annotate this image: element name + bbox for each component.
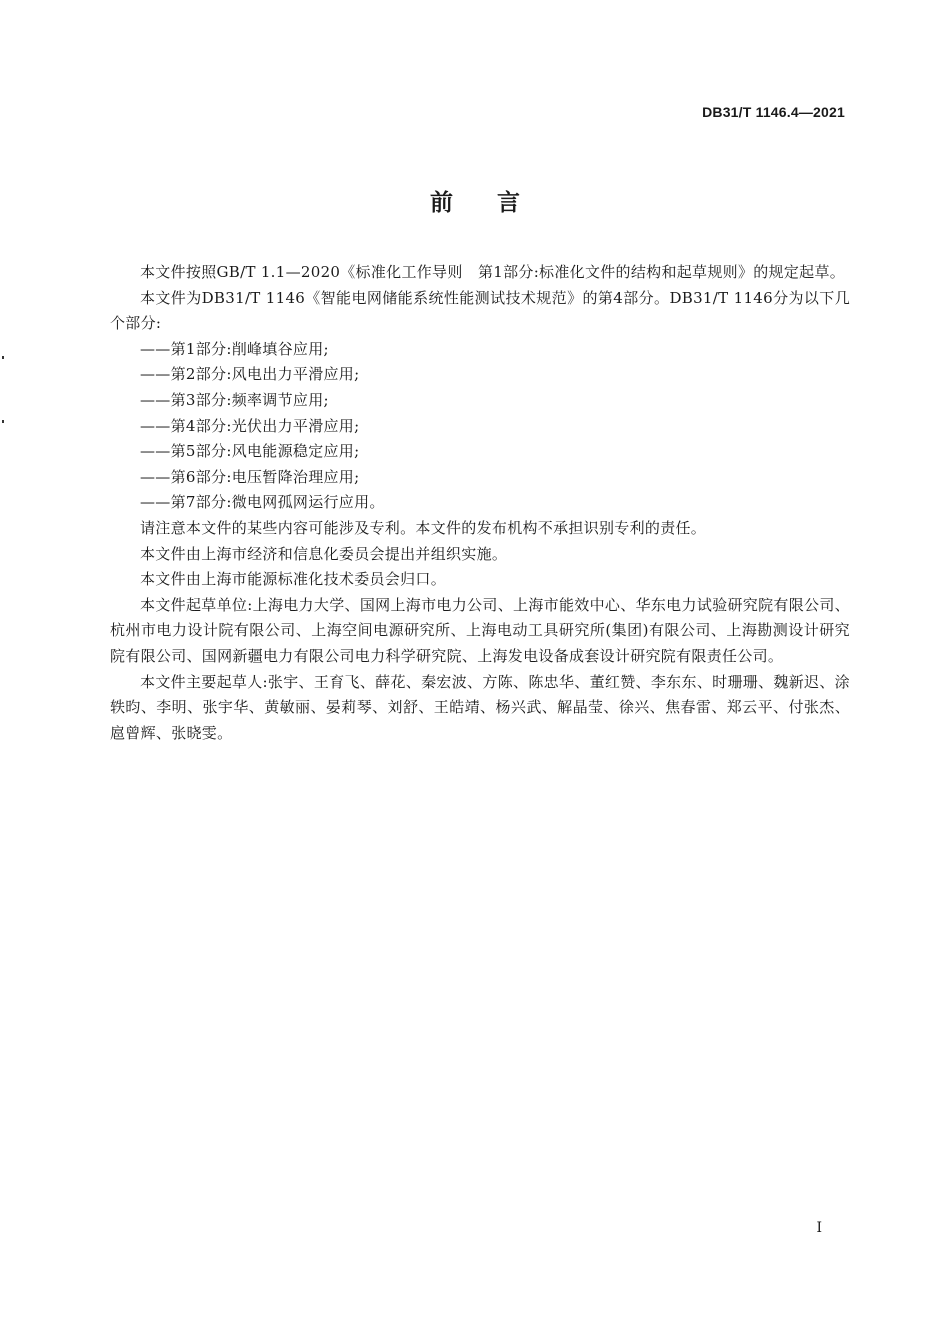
parts-list bbox=[110, 337, 850, 516]
page-title: 前言 bbox=[430, 190, 564, 216]
paragraph-drafting-units: 本文件起草单位:上海电力大学、国网上海市电力公司、上海市能效中心、华东电力试验研究院有限公司、杭州市电力设计院有限公司、上海空间电源研究所、上海电动工具研究所(集团)有限公司、上海勘测设计研究院有限公司、国网新疆电力有限公司电力科学研究院、上海发电设备成套设计研究院有限责任公司。 bbox=[110, 595, 850, 665]
list-item: ——第4部分:光伏出力平滑应用; bbox=[140, 416, 360, 435]
list-item: ——第6部分:电压暂降治理应用; bbox=[140, 467, 360, 486]
document-code: DB31/T 1146.4—2021 bbox=[702, 104, 845, 120]
list-item: ——第1部分:削峰填谷应用; bbox=[140, 339, 329, 358]
paragraph-main-drafters: 本文件主要起草人:张宇、王育飞、薛花、秦宏波、方陈、陈忠华、董红赞、李东东、时珊珊、魏新迟、涂轶昀、李明、张宇华、黄敏丽、晏莉琴、刘舒、王皓靖、杨兴武、解晶莹、徐兴、焦春雷、郑云平、付张杰、扈曾辉、张晓雯。 bbox=[110, 672, 850, 742]
list-item: ——第3部分:频率调节应用; bbox=[140, 390, 329, 409]
list-item: ——第5部分:风电能源稳定应用; bbox=[140, 442, 360, 461]
scan-artifact bbox=[2, 356, 4, 359]
paragraph-proposed-by: 本文件由上海市经济和信息化委员会提出并组织实施。 bbox=[140, 544, 508, 563]
paragraph-patent-notice: 请注意本文件的某些内容可能涉及专利。本文件的发布机构不承担识别专利的责任。 bbox=[140, 518, 707, 537]
paragraph-series-intro: 本文件为DB31/T 1146《智能电网储能系统性能测试技术规范》的第4部分。DB31/T 1146分为以下几个部分: bbox=[110, 288, 850, 333]
paragraph-drafting-rules: 本文件按照GB/T 1.1—2020《标准化工作导则 第1部分:标准化文件的结构和起草规则》的规定起草。 bbox=[140, 263, 846, 281]
page-number: I bbox=[816, 1220, 822, 1236]
foreword-body bbox=[110, 260, 850, 746]
scan-artifact bbox=[2, 420, 4, 423]
list-item: ——第7部分:微电网孤网运行应用。 bbox=[140, 493, 385, 512]
paragraph-centralized-by: 本文件由上海市能源标准化技术委员会归口。 bbox=[140, 570, 447, 589]
list-item: ——第2部分:风电出力平滑应用; bbox=[140, 365, 360, 384]
